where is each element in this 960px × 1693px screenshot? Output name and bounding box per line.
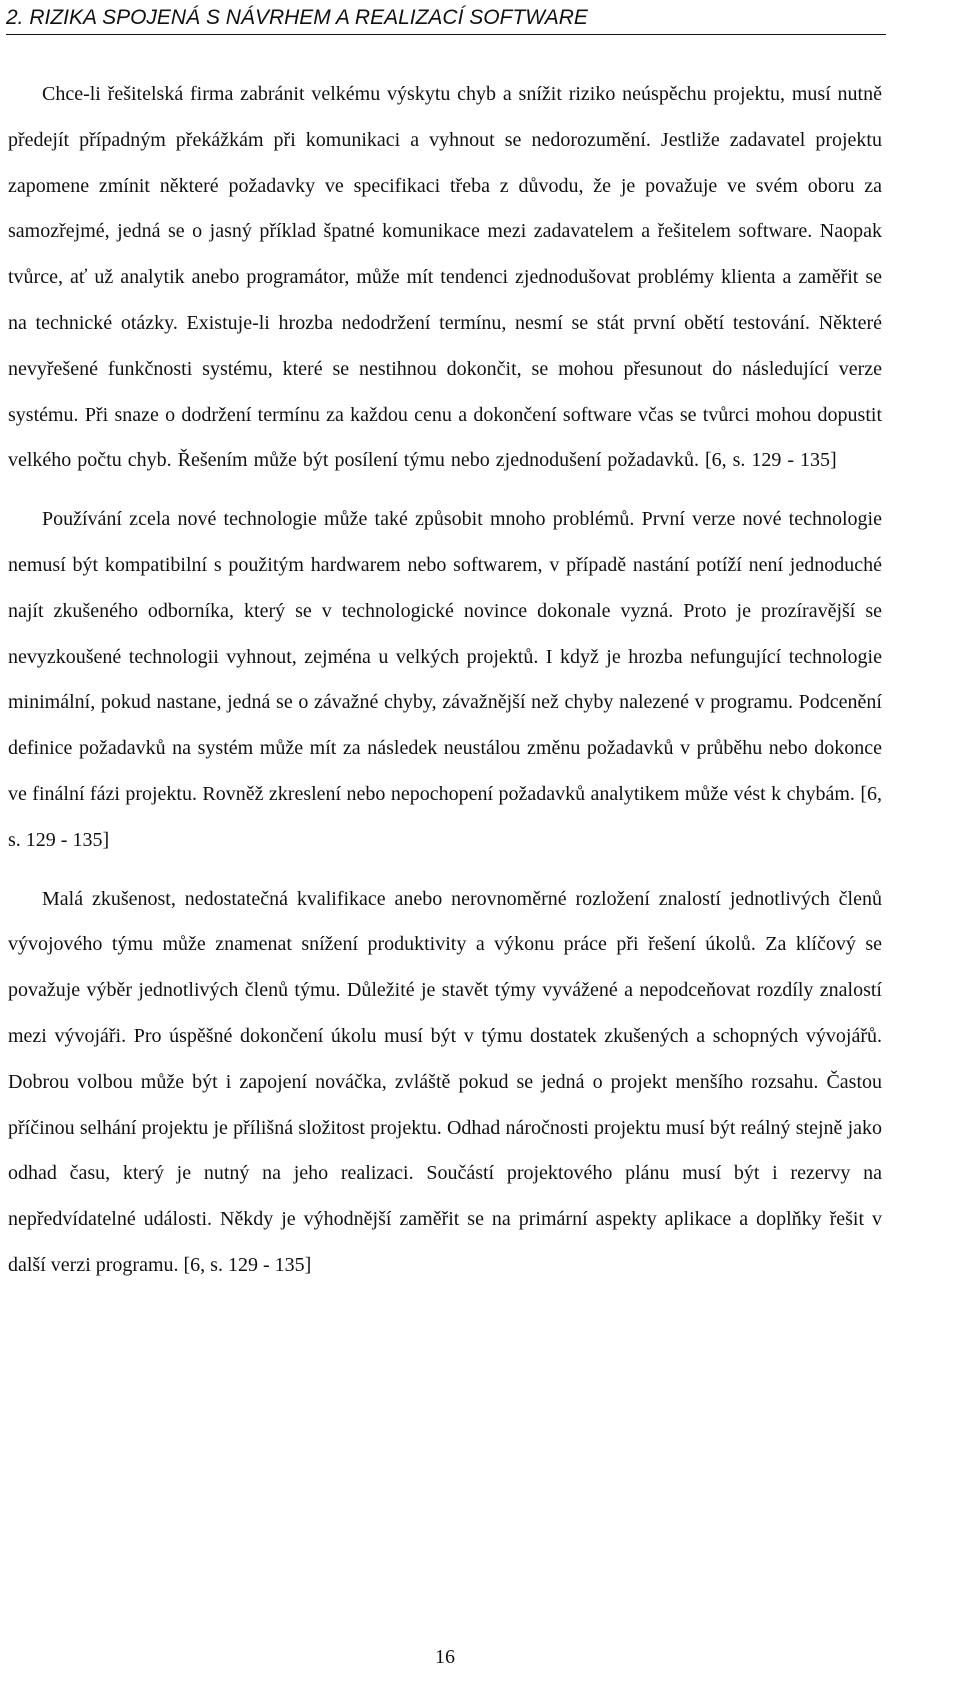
document-body: [8, 72, 882, 1302]
paragraph-team-risks: Malá zkušenost, nedostatečná kvalifikace anebo nerovnoměrné rozložení znalostí jednotlivých členů vývojového týmu může znamenat snížení produktivity a výkonu práce při řešení úkolů. Za klíčový se považuje výběr jednotlivých členů týmu. Důležité je stavět týmy vyvážené a nepodceňovat rozdíly znalostí mezi vývojáři. Pro úspěšné dokončení úkolu musí být v týmu dostatek zkušených a schopných vývojářů. Dobrou volbou může být i zapojení nováčka, zvláště pokud se jedná o projekt menšího rozsahu. Častou příčinou selhání projektu je přílišná složitost projektu. Odhad náročnosti projektu musí být reálný stejně jako odhad času, který je nutný na jeho realizaci. Součástí projektového plánu musí být i rezervy na nepředvídatelné události. Někdy je výhodnější zaměřit se na primární aspekty aplikace a doplňky řešit v další verzi programu. [6, s. 129 - 135]: [8, 887, 882, 1276]
paragraph-technology-risks: Používání zcela nové technologie může také způsobit mnoho problémů. První verze nové technologie nemusí být kompatibilní s použitým hardwarem nebo softwarem, v případě nastání potíží není jednoduché najít zkušeného odborníka, který se v technologické novince dokonale vyzná. Proto je prozíravější se nevyzkoušené technologii vyhnout, zejména u velkých projektů. I když je hrozba nefungující technologie minimální, pokud nastane, jedná se o závažné chyby, závažnější než chyby nalezené v programu. Podcenění definice požadavků na systém může mít za následek neustálou změnu požadavků v průběhu nebo dokonce ve finální fázi projektu. Rovněž zkreslení nebo nepochopení požadavků analytikem může vést k chybám. [6, s. 129 - 135]: [8, 508, 882, 851]
paragraph-communication-risks: Chce-li řešitelská firma zabránit velkému výskytu chyb a snížit riziko neúspěchu projektu, musí nutně předejít případným překážkám při komunikaci a vyhnout se nedorozumění. Jestliže zadavatel projektu zapomene zmínit některé požadavky ve specifikaci třeba z důvodu, že je považuje ve svém oboru za samozřejmé, jedná se o jasný příklad špatné komunikace mezi zadavatelem a řešitelem software. Naopak tvůrce, ať už analytik anebo programátor, může mít tendenci zjednodušovat problémy klienta a zaměřit se na technické otázky. Existuje-li hrozba nedodržení termínu, nesmí se stát první obětí testování. Některé nevyřešené funkčnosti systému, které se nestihnou dokončit, se mohou přesunout do následující verze systému. Při snaze o dodržení termínu za každou cenu a dokončení software včas se tvůrci mohou dopustit velkého počtu chyb. Řešením může být posílení týmu nebo zjednodušení požadavků. [6, s. 129 - 135]: [8, 83, 882, 472]
page-header: [6, 4, 886, 35]
page-header-title: 2. RIZIKA SPOJENÁ S NÁVRHEM A REALIZACÍ SOFTWARE: [6, 6, 588, 29]
page-number: 16: [435, 1646, 455, 1668]
